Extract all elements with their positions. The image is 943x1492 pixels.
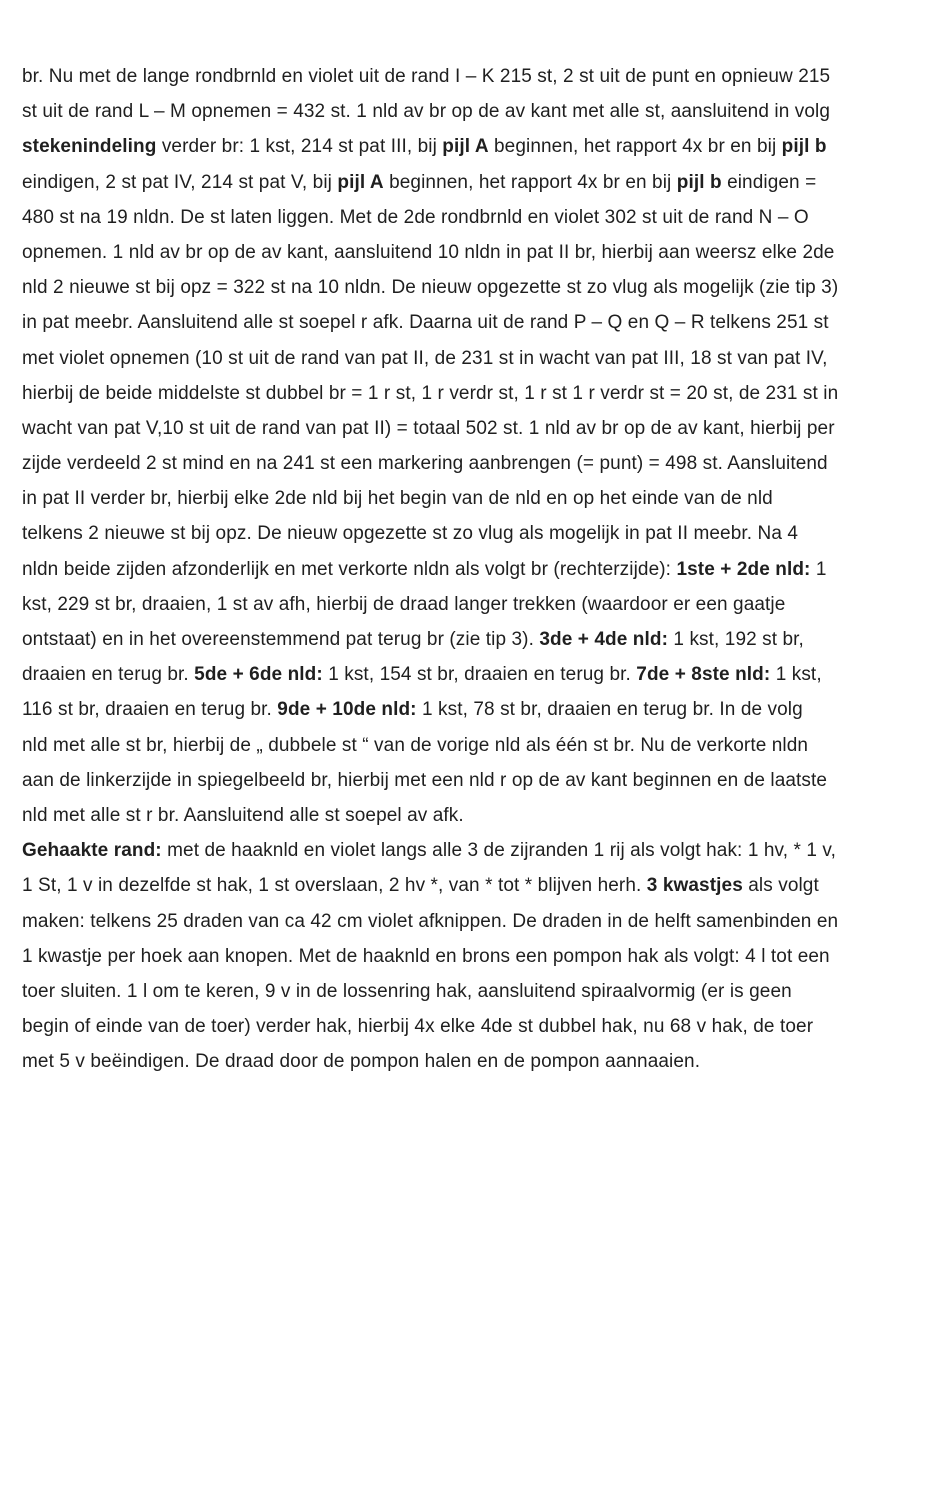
text-segment: 1 kst, 192 st br, (668, 629, 804, 650)
bold-text-segment: 3de + 4de nld: (539, 629, 669, 650)
text-line (22, 1009, 923, 1044)
text-segment: telkens 2 nieuwe st bij opz. De nieuw opgezette st zo vlug als mogelijk in pat II meebr. Na 4 (22, 523, 799, 545)
text-line (22, 692, 923, 727)
text-segment: verder br: 1 kst, 214 st pat III, bij (156, 136, 443, 158)
bold-text-segment: stekenindeling (22, 136, 157, 158)
text-segment: beginnen, het rapport 4x br en bij (488, 136, 782, 158)
text-line (22, 235, 923, 270)
bold-text-segment: 1ste + 2de nld: (676, 558, 811, 580)
text-line (22, 305, 923, 340)
text-segment: nld met alle st br, hierbij de „ dubbele st “ van de vorige nld als één st br. Nu de verkorte nldn (22, 734, 809, 756)
text-segment: met de haaknld en violet langs alle 3 de zijranden 1 rij als volgt hak: 1 hv, * 1 v, (161, 840, 836, 862)
text-segment: st uit de rand L – M opnemen = 432 st. 1 nld av br op de av kant met alle st, aansluitend in volg (22, 101, 831, 123)
text-line (22, 728, 923, 763)
bold-text-segment: 7de + 8ste nld: (636, 664, 771, 686)
text-line (22, 939, 923, 974)
text-line (22, 481, 923, 516)
text-segment: in pat II verder br, hierbij elke 2de nld bij het begin van de nld en op het einde van de nld (22, 488, 773, 510)
text-line (22, 657, 923, 692)
text-line (22, 200, 923, 235)
text-segment: hierbij de beide middelste st dubbel br = 1 r st, 1 r verdr st, 1 r st 1 r verdr st = 20 st, de 231 st in (22, 382, 839, 404)
text-segment: 1 kst, 154 st br, draaien en terug br. (322, 664, 637, 686)
text-segment: eindigen = (721, 171, 817, 193)
text-line (22, 587, 923, 622)
text-line (22, 59, 923, 94)
text-line (22, 833, 923, 868)
text-segment: aan de linkerzijde in spiegelbeeld br, hierbij met een nld r op de av kant beginnen en de laatste (22, 769, 828, 791)
text-line (22, 974, 923, 1009)
bold-text-segment: 3 kwastjes (646, 875, 743, 897)
text-segment: eindigen, 2 st pat IV, 214 st pat V, bij (22, 171, 338, 193)
text-segment: maken: telkens 25 draden van ca 42 cm violet afknippen. De draden in de helft samenbinden en (22, 910, 839, 932)
text-segment: als volgt (742, 875, 819, 897)
text-segment: nldn beide zijden afzonderlijk en met verkorte nldn als volgt br (rechterzijde): (22, 558, 677, 580)
bold-text-segment: 9de + 10de nld: (277, 699, 417, 721)
text-line (22, 376, 923, 411)
text-line (22, 341, 923, 376)
bold-text-segment: pijl A (442, 136, 489, 158)
text-segment: toer sluiten. 1 l om te keren, 9 v in de lossenring hak, aansluitend spiraalvormig (er is geen (22, 980, 792, 1002)
text-segment: nld 2 nieuwe st bij opz = 322 st na 10 nldn. De nieuw opgezette st zo vlug als mogelijk (zie tip 3) (22, 277, 839, 299)
bold-text-segment: 5de + 6de nld: (194, 664, 323, 686)
text-segment: 1 kst, 78 st br, draaien en terug br. In de volg (416, 699, 803, 721)
text-segment: opnemen. 1 nld av br op de av kant, aansluitend 10 nldn in pat II br, hierbij aan weersz elke 2de (22, 241, 835, 263)
text-segment: 1 kwastje per hoek aan knopen. Met de haaknld en brons een pompon hak als volgt: 4 l tot een (22, 945, 830, 967)
text-line (22, 446, 923, 481)
text-line (22, 763, 923, 798)
text-line (22, 165, 923, 200)
text-line (22, 411, 923, 446)
text-segment: 116 st br, draaien en terug br. (22, 699, 278, 721)
text-segment: zijde verdeeld 2 st mind en na 241 st een markering aanbrengen (= punt) = 498 st. Aansluitend (22, 453, 828, 475)
text-line (22, 868, 923, 903)
text-segment: br. Nu met de lange rondbrnld en violet uit de rand I – K 215 st, 2 st uit de punt en opnieuw 215 (22, 66, 831, 87)
text-segment: kst, 229 st br, draaien, 1 st av afh, hierbij de draad langer trekken (waardoor er een gaatje (22, 593, 786, 615)
text-segment: in pat meebr. Aansluitend alle st soepel r afk. Daarna uit de rand P – Q en Q – R telkens 251 st (22, 312, 829, 334)
bold-text-segment: pijl A (337, 171, 384, 193)
text-line (22, 1044, 923, 1079)
text-segment: 1 (810, 558, 827, 580)
text-line (22, 798, 923, 833)
text-segment: draaien en terug br. (22, 664, 195, 686)
bold-text-segment: pijl b (676, 171, 722, 193)
text-line (22, 129, 923, 164)
bold-text-segment: pijl b (781, 136, 827, 158)
text-segment: 480 st na 19 nldn. De st laten liggen. Met de 2de rondbrnld en violet 302 st uit de rand N – O (22, 206, 809, 228)
text-segment: 1 kst, (770, 664, 822, 686)
text-line (22, 904, 923, 939)
text-segment: 1 St, 1 v in dezelfde st hak, 1 st overslaan, 2 hv *, van * tot * blijven herh. (22, 875, 647, 897)
text-line (22, 516, 923, 551)
text-line (22, 552, 923, 587)
text-segment: ontstaat) en in het overeenstemmend pat terug br (zie tip 3). (22, 629, 540, 650)
text-line (22, 94, 923, 129)
text-segment: beginnen, het rapport 4x br en bij (383, 171, 677, 193)
document-text (22, 59, 923, 1079)
text-segment: met 5 v beëindigen. De draad door de pompon halen en de pompon aannaaien. (22, 1051, 701, 1073)
text-segment: met violet opnemen (10 st uit de rand van pat II, de 231 st in wacht van pat III, 18 st van pat IV, (22, 347, 828, 369)
text-segment: nld met alle st r br. Aansluitend alle st soepel av afk. (22, 804, 464, 826)
text-segment: begin of einde van de toer) verder hak, hierbij 4x elke 4de st dubbel hak, nu 68 v hak, de toer (22, 1016, 814, 1038)
text-segment: wacht van pat V,10 st uit de rand van pat II) = totaal 502 st. 1 nld av br op de av kant, hierbij per (22, 417, 835, 439)
bold-text-segment: Gehaakte rand: (22, 840, 162, 862)
text-line (22, 270, 923, 305)
text-line (22, 622, 923, 657)
